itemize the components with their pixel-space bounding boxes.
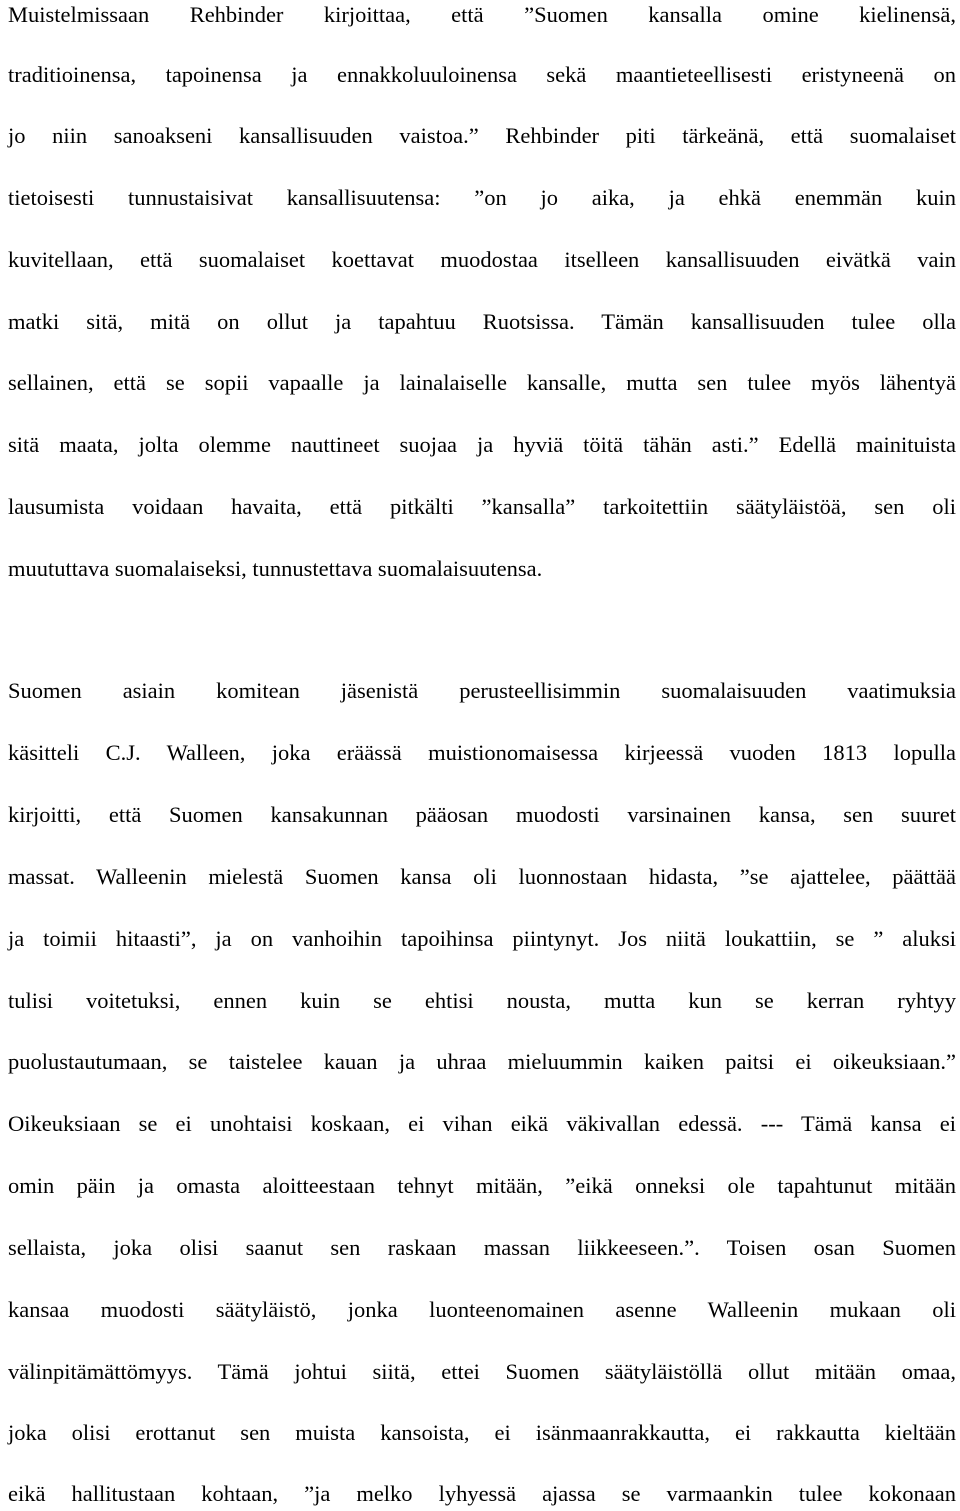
text-line: traditioinensa, tapoinensa ja ennakkoluuloinensa sekä maantieteellisesti eristyneenä on [8,62,956,87]
text-line: muututtava suomalaiseksi, tunnustettava suomalaisuutensa. [8,556,543,581]
text-line: massat. Walleenin mielestä Suomen kansa oli luonnostaan hidasta, ”se ajattelee, päättää [8,864,956,889]
text-line: Suomen asiain komitean jäsenistä perusteellisimmin suomalaisuuden vaatimuksia [8,678,956,703]
text-line: omin päin ja omasta aloitteestaan tehnyt mitään, ”eikä onneksi ole tapahtunut mitään [8,1173,956,1198]
text-line: joka olisi erottanut sen muista kansoista, ei isänmaanrakkautta, ei rakkautta kieltään [8,1420,956,1445]
text-line: kirjoitti, että Suomen kansakunnan pääosan muodosti varsinainen kansa, sen suuret [8,802,956,827]
text-line: sellaista, joka olisi saanut sen raskaan massan liikkeeseen.”. Toisen osan Suomen [8,1235,956,1260]
text-line: jo niin sanoakseni kansallisuuden vaistoa.” Rehbinder piti tärkeänä, että suomalaiset [8,123,956,148]
text-line: käsitteli C.J. Walleen, joka eräässä muistionomaisessa kirjeessä vuoden 1813 lopulla [8,740,956,765]
text-line: ja toimii hitaasti”, ja on vanhoihin tapoihinsa piintynyt. Jos niitä loukattiin, se ” aluksi [8,926,956,951]
text-line: välinpitämättömyys. Tämä johtui siitä, ettei Suomen säätyläistöllä ollut mitään omaa, [8,1359,956,1384]
text-line: kansaa muodosti säätyläistö, jonka luonteenomainen asenne Walleenin mukaan oli [8,1297,956,1322]
text-line: Muistelmissaan Rehbinder kirjoittaa, että ”Suomen kansalla omine kielinensä, [8,2,956,27]
text-line: eikä hallitustaan kohtaan, ”ja melko lyhyessä ajassa se varmaankin tulee kokonaan [8,1481,956,1506]
text-line: tulisi voitetuksi, ennen kuin se ehtisi nousta, mutta kun se kerran ryhtyy [8,988,956,1013]
text-line: Oikeuksiaan se ei unohtaisi koskaan, ei vihan eikä väkivallan edessä. --- Tämä kansa ei [8,1111,956,1136]
text-line: kuvitellaan, että suomalaiset koettavat muodostaa itselleen kansallisuuden eivätkä vain [8,247,956,272]
text-line: sellainen, että se sopii vapaalle ja lainalaiselle kansalle, mutta sen tulee myös lähentyä [8,370,956,395]
text-line: matki sitä, mitä on ollut ja tapahtuu Ruotsissa. Tämän kansallisuuden tulee olla [8,309,956,334]
text-line: lausumista voidaan havaita, että pitkälti ”kansalla” tarkoitettiin säätyläistöä, sen oli [8,494,956,519]
text-line: sitä maata, jolta olemme nauttineet suojaa ja hyviä töitä tähän asti.” Edellä mainituista [8,432,956,457]
text-line: puolustautumaan, se taistelee kauan ja uhraa mieluummin kaiken paitsi ei oikeuksiaan.” [8,1049,956,1074]
text-line: tietoisesti tunnustaisivat kansallisuutensa: ”on jo aika, ja ehkä enemmän kuin [8,185,956,210]
